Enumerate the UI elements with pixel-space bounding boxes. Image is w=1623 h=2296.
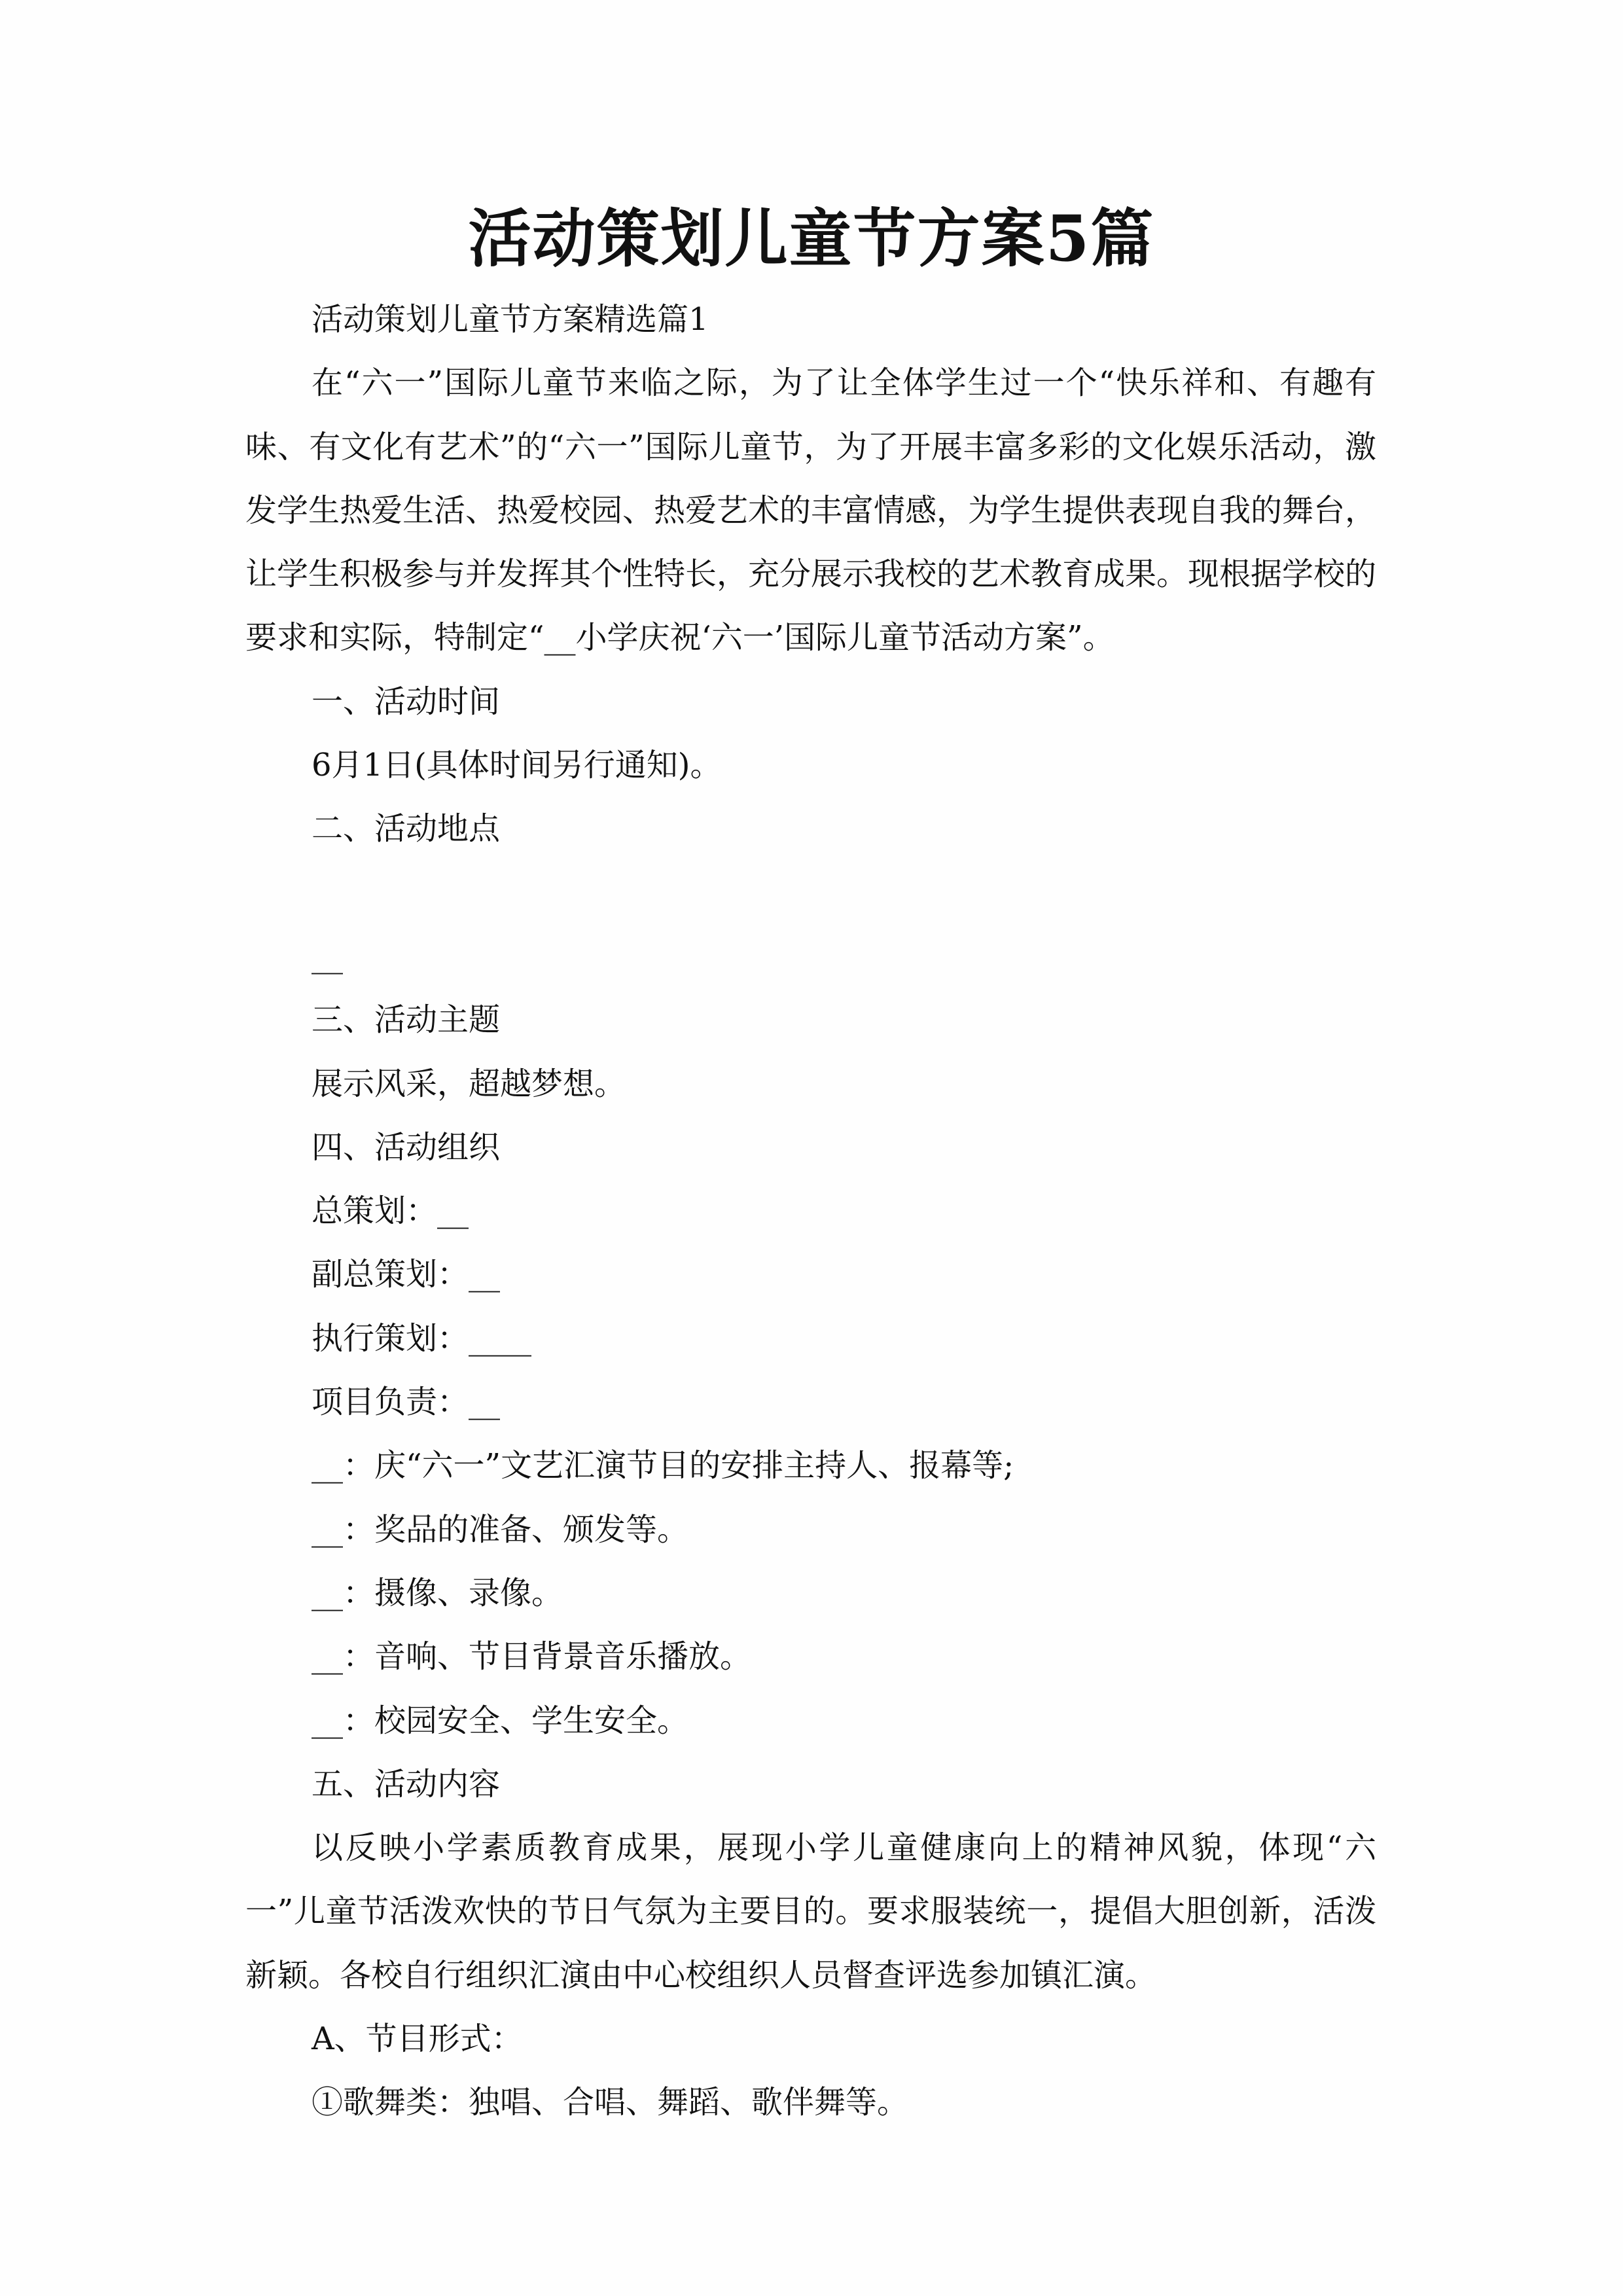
document-body xyxy=(245,288,1376,2135)
document-title: 活动策划儿童节方案5篇 xyxy=(468,202,1155,276)
org-project-lead: 项目负责：__ xyxy=(312,1384,501,1421)
heading-activity-content: 五、活动内容 xyxy=(312,1765,501,1803)
heading-activity-theme: 三、活动主题 xyxy=(312,1001,501,1039)
heading-activity-time: 一、活动时间 xyxy=(312,683,501,720)
activity-time-value: 6月1日(具体时间另行通知)。 xyxy=(312,747,722,784)
heading-activity-location: 二、活动地点 xyxy=(312,810,501,848)
activity-content-paragraph: 以反映小学素质教育成果，展现小学儿童健康向上的精神风貌，体现“六一”儿童节活泼欢快的节日气氛为主要目的。要求服装统一，提倡大胆创新，活泼新颖。各校自行组织汇演由中心校组织人员督查评选参加镇汇演。 xyxy=(245,1829,1376,1994)
org-duty-video: __：摄像、录像。 xyxy=(312,1574,563,1611)
org-duty-performance: __：庆“六一”文艺汇演节目的安排主持人、报幕等; xyxy=(312,1447,1014,1484)
org-duty-audio: __：音响、节目背景音乐播放。 xyxy=(312,1638,752,1676)
section-heading: 活动策划儿童节方案精选篇1 xyxy=(312,301,709,338)
org-executive-planner: 执行策划：____ xyxy=(312,1319,532,1357)
heading-activity-organization: 四、活动组织 xyxy=(312,1128,501,1166)
activity-location-value: __ xyxy=(312,937,343,975)
subheading-program-format: A、节目形式： xyxy=(312,2020,523,2058)
program-format-item-1: ①歌舞类：独唱、合唱、舞蹈、歌伴舞等。 xyxy=(312,2084,909,2121)
activity-theme-value: 展示风采，超越梦想。 xyxy=(312,1065,626,1102)
org-chief-planner: 总策划：__ xyxy=(312,1193,469,1230)
org-deputy-planner: 副总策划：__ xyxy=(312,1256,501,1293)
intro-paragraph: 在“六一”国际儿童节来临之际，为了让全体学生过一个“快乐祥和、有趣有味、有文化有艺术”的“六一”国际儿童节，为了开展丰富多彩的文化娱乐活动，激发学生热爱生活、热爱校园、热爱艺术的丰富情感，为学生提供表现自我的舞台，让学生积极参与并发挥其个性特长，充分展示我校的艺术教育成果。现根据学校的要求和实际，特制定“__小学庆祝‘六一’国际儿童节活动方案”。 xyxy=(245,365,1377,656)
org-duty-safety: __：校园安全、学生安全。 xyxy=(312,1702,689,1739)
org-duty-prizes: __：奖品的准备、颁发等。 xyxy=(312,1511,689,1548)
blank-line xyxy=(245,861,1376,925)
